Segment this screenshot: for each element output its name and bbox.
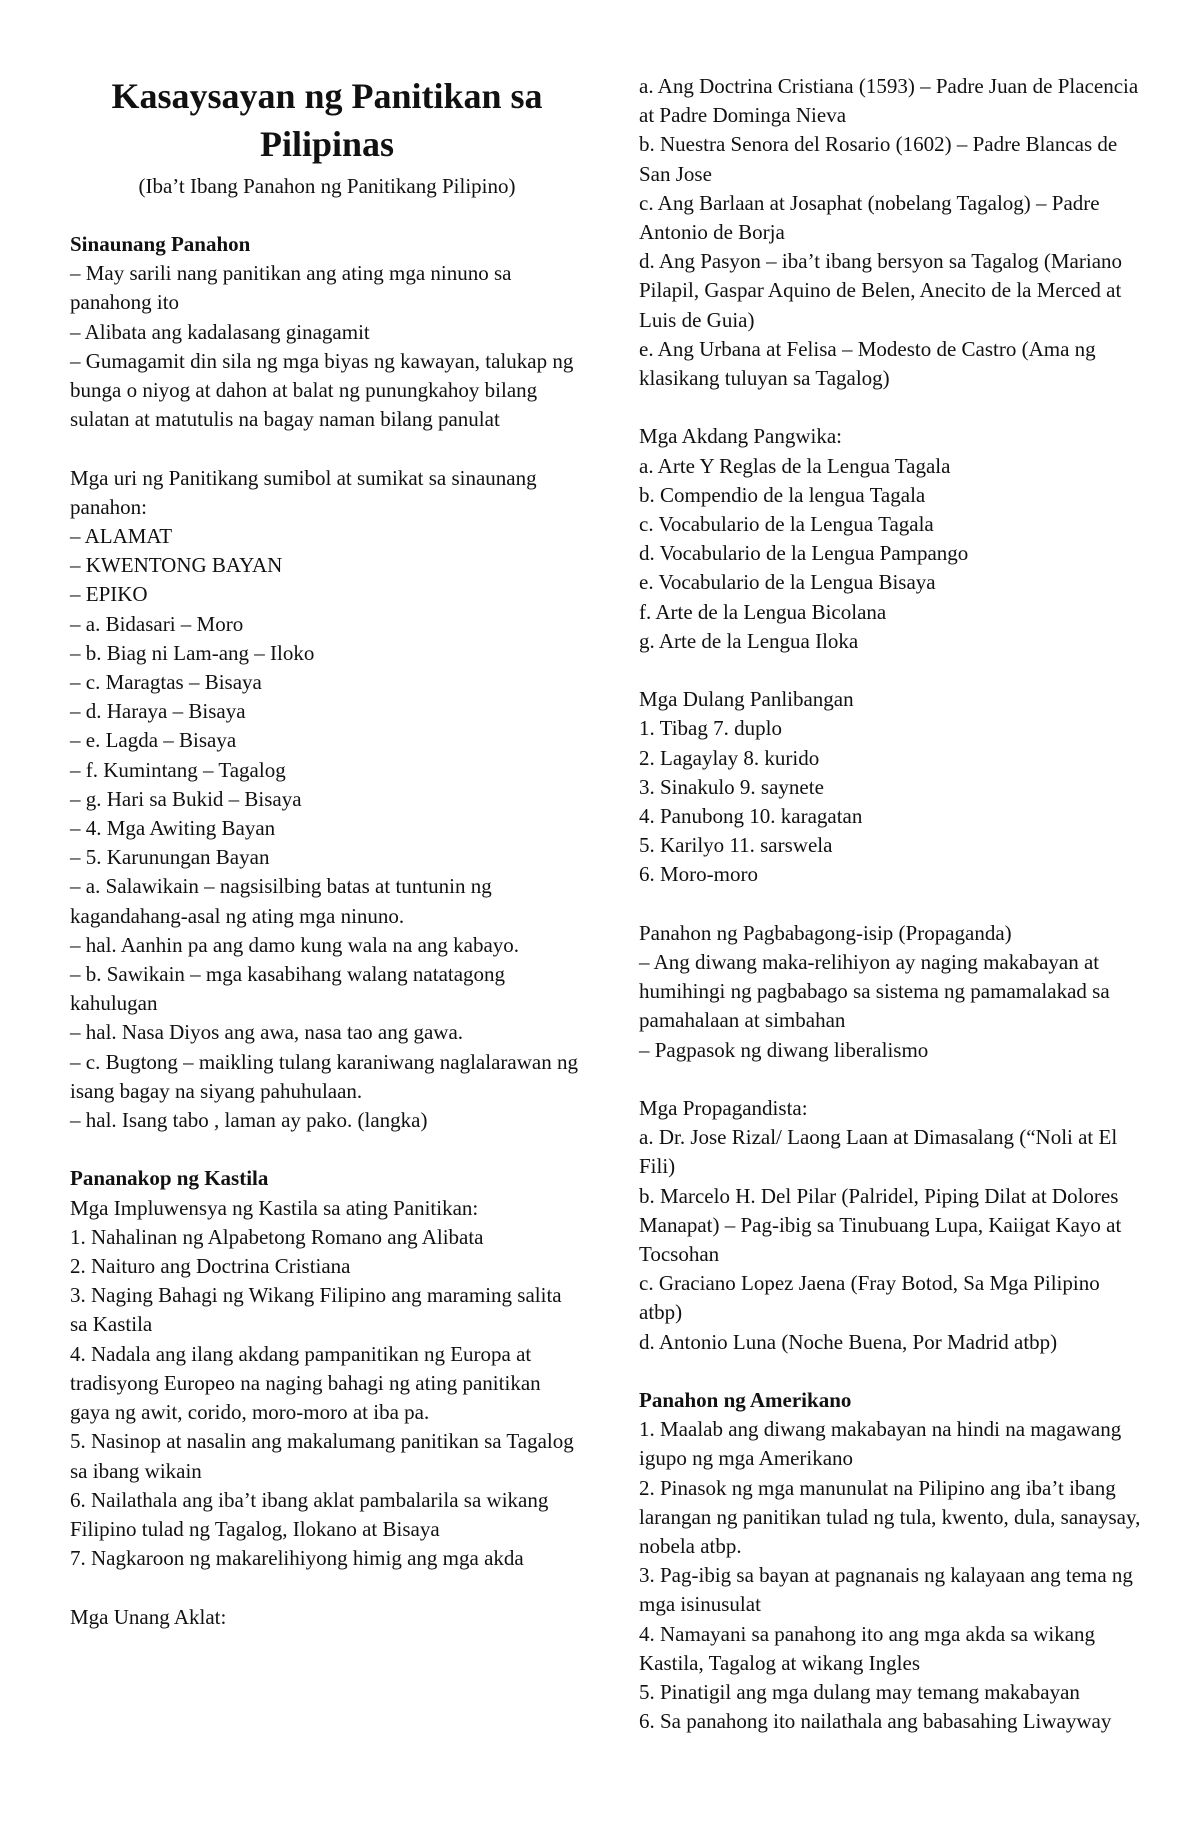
- uri-line: – hal. Aanhin pa ang damo kung wala na ang kabayo.: [70, 932, 520, 957]
- pangwika-item: f. Arte de la Lengua Bicolana: [639, 599, 887, 624]
- pangwika-item: a. Arte Y Reglas de la Lengua Tagala: [639, 453, 951, 478]
- propagandista-item: c. Graciano Lopez Jaena (Fray Botod, Sa Mga Pilipino atbp): [639, 1271, 1100, 1325]
- kastila-item: 2. Naituro ang Doctrina Cristiana: [70, 1254, 351, 1279]
- dula-item: 1. Tibag 7. duplo: [639, 716, 782, 741]
- page-title: Kasaysayan ng Panitikan sa Pilipinas: [111, 76, 543, 164]
- propaganda-line: – Ang diwang maka-relihiyon ay naging makabayan at humihingi ng pagbabago sa sistema ng pamamalakad sa pamahalaan at simbahan: [639, 950, 1110, 1033]
- aklat-item: a. Ang Doctrina Cristiana (1593) – Padre Juan de Placencia at Padre Dominga Nieva: [639, 74, 1139, 128]
- amerikano-item: 2. Pinasok ng mga manunulat na Pilipino ang iba’t ibang larangan ng panitikan tulad ng tula, kwento, dula, sanaysay, nobela atbp.: [639, 1475, 1141, 1559]
- kastila-item: 1. Nahalinan ng Alpabetong Romano ang Alibata: [70, 1224, 484, 1249]
- sinaunang-line: – May sarili nang panitikan ang ating mga ninuno sa panahong ito: [70, 261, 512, 315]
- page-subtitle: (Iba’t Ibang Panahon ng Panitikang Pilipino): [138, 174, 516, 198]
- pangwika-item: d. Vocabulario de la Lengua Pampango: [639, 541, 969, 566]
- dula-item: 6. Moro-moro: [639, 862, 758, 887]
- uri-line: – f. Kumintang – Tagalog: [70, 757, 286, 782]
- pangwika-item: b. Compendio de la lengua Tagala: [639, 482, 926, 507]
- section-heading-kastila: Pananakop ng Kastila: [70, 1166, 269, 1191]
- uri-line: – b. Biag ni Lam-ang – Iloko: [70, 640, 315, 665]
- pangwika-item: e. Vocabulario de la Lengua Bisaya: [639, 570, 936, 595]
- sinaunang-line: – Gumagamit din sila ng mga biyas ng kawayan, talukap ng bunga o niyog at dahon at balat ng punungkahoy bilang sulatan at matutulis na bagay naman bilang panulat: [70, 348, 574, 432]
- dula-item: 5. Karilyo 11. sarswela: [639, 833, 833, 858]
- aklat-item: c. Ang Barlaan at Josaphat (nobelang Tagalog) – Padre Antonio de Borja: [639, 190, 1100, 245]
- uri-line: – hal. Isang tabo , laman ay pako. (langka): [70, 1108, 428, 1133]
- sinaunang-line: – Alibata ang kadalasang ginagamit: [70, 319, 370, 344]
- kastila-item: 6. Nailathala ang iba’t ibang aklat pambalarila sa wikang Filipino tulad ng Tagalog, Ilokano at Bisaya: [70, 1487, 549, 1541]
- aklat-heading: Mga Unang Aklat:: [70, 1604, 227, 1629]
- dula-item: 3. Sinakulo 9. saynete: [639, 774, 824, 799]
- kastila-item: 7. Nagkaroon ng makarelihiyong himig ang mga akda: [70, 1546, 524, 1571]
- propagandista-item: b. Marcelo H. Del Pilar (Palridel, Piping Dilat at Dolores Manapat) – Pag-ibig sa Tinubuang Lupa, Kaiigat Kayo at Tocsohan: [639, 1183, 1122, 1267]
- amerikano-item: 6. Sa panahong ito nailathala ang babasahing Liwayway: [639, 1709, 1112, 1734]
- right-column: [639, 72, 1144, 1835]
- kastila-intro: Mga Impluwensya ng Kastila sa ating Panitikan:: [70, 1195, 479, 1220]
- uri-line: – a. Bidasari – Moro: [70, 611, 244, 636]
- propagandista-item: a. Dr. Jose Rizal/ Laong Laan at Dimasalang (“Noli at El Fili): [639, 1125, 1118, 1179]
- kastila-item: 4. Nadala ang ilang akdang pampanitikan ng Europa at tradisyong Europeo na naging bahagi ng ating panitikan gaya ng awit, corido, moro-moro at iba pa.: [70, 1341, 541, 1425]
- kastila-item: 3. Naging Bahagi ng Wikang Filipino ang maraming salita sa Kastila: [70, 1283, 562, 1337]
- amerikano-item: 5. Pinatigil ang mga dulang may temang makabayan: [639, 1680, 1080, 1705]
- uri-intro: Mga uri ng Panitikang sumibol at sumikat sa sinaunang panahon:: [70, 465, 537, 519]
- section-heading-amerikano: Panahon ng Amerikano: [639, 1388, 852, 1413]
- amerikano-item: 3. Pag-ibig sa bayan at pagnanais ng kalayaan ang tema ng mga isinusulat: [639, 1563, 1133, 1617]
- dula-item: 2. Lagaylay 8. kurido: [639, 745, 820, 770]
- propagandista-item: d. Antonio Luna (Noche Buena, Por Madrid atbp): [639, 1329, 1058, 1354]
- uri-line: – EPIKO: [70, 582, 148, 607]
- uri-line: – d. Haraya – Bisaya: [70, 699, 246, 724]
- uri-line: – g. Hari sa Bukid – Bisaya: [70, 786, 302, 811]
- left-column: [70, 72, 584, 1835]
- propagandista-heading: Mga Propagandista:: [639, 1096, 808, 1121]
- dula-item: 4. Panubong 10. karagatan: [639, 804, 863, 829]
- uri-line: – c. Maragtas – Bisaya: [70, 670, 262, 695]
- pangwika-heading: Mga Akdang Pangwika:: [639, 424, 842, 449]
- uri-line: – KWENTONG BAYAN: [70, 553, 283, 578]
- uri-line: – 5. Karunungan Bayan: [70, 845, 270, 870]
- amerikano-item: 1. Maalab ang diwang makabayan na hindi na magawang igupo ng mga Amerikano: [639, 1417, 1122, 1471]
- pangwika-item: c. Vocabulario de la Lengua Tagala: [639, 512, 934, 537]
- amerikano-item: 4. Namayani sa panahong ito ang mga akda sa wikang Kastila, Tagalog at wikang Ingles: [639, 1621, 1096, 1675]
- section-heading-sinaunang: Sinaunang Panahon: [70, 232, 251, 256]
- uri-line: – a. Salawikain – nagsisilbing batas at tuntunin ng kagandahang-asal ng ating mga ninuno.: [70, 874, 492, 928]
- uri-line: – c. Bugtong – maikling tulang karaniwang naglalarawan ng isang bagay na siyang pahuhulaan.: [70, 1049, 578, 1103]
- aklat-item: d. Ang Pasyon – iba’t ibang bersyon sa Tagalog (Mariano Pilapil, Gaspar Aquino de Belen, Anecito de la Merced at Luis de Guia): [639, 249, 1123, 332]
- kastila-item: 5. Nasinop at nasalin ang makalumang panitikan sa Tagalog sa ibang wikain: [70, 1429, 574, 1483]
- uri-line: – e. Lagda – Bisaya: [70, 728, 237, 753]
- uri-line: – ALAMAT: [70, 524, 173, 549]
- section-heading-propaganda: Panahon ng Pagbabagong-isip (Propaganda): [639, 920, 1012, 945]
- propaganda-line: – Pagpasok ng diwang liberalismo: [639, 1037, 929, 1062]
- aklat-item: e. Ang Urbana at Felisa – Modesto de Castro (Ama ng klasikang tuluyan sa Tagalog): [639, 336, 1096, 391]
- uri-line: – hal. Nasa Diyos ang awa, nasa tao ang gawa.: [70, 1020, 464, 1045]
- aklat-item: b. Nuestra Senora del Rosario (1602) – Padre Blancas de San Jose: [639, 132, 1118, 186]
- pangwika-item: g. Arte de la Lengua Iloka: [639, 628, 859, 653]
- uri-line: – 4. Mga Awiting Bayan: [70, 816, 276, 841]
- uri-line: – b. Sawikain – mga kasabihang walang natatagong kahulugan: [70, 962, 506, 1016]
- dula-heading: Mga Dulang Panlibangan: [639, 687, 854, 712]
